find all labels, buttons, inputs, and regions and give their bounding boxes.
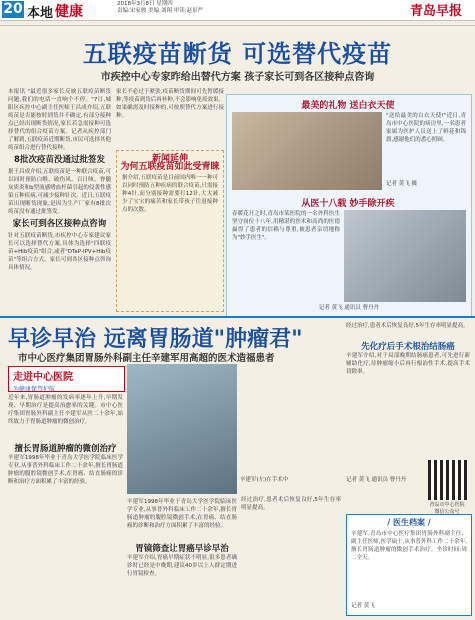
- expert-box-title: / 医生档案 /: [387, 518, 431, 527]
- right-col-top: 经过治疗,患者术后恢复良好,5年生存率明显提高。: [346, 323, 469, 329]
- col2-text: 家长不必过于紧张,疫苗断货期间可先暂缓接种,等疫苗到货后再补种,不会影响免疫效果。如果确需及时接种的,可按照替代方案进行接种。: [116, 89, 224, 119]
- text-b: 辛建军介绍,胃癌早期症状不明显,很多患者确诊时已经是中晚期,建议40岁以上人群定期进行胃镜检查。: [127, 555, 237, 577]
- col1-text-b: 据王昌成介绍,五联疫苗是一种联合疫苗,可以同时预防白喉、破伤风、百日咳、脊髓灰质炎和b型流感嗜血杆菌引起的侵袭性感染五种疾病,可减少接种针次。近日,五联疫苗出现断货现象,是因为生产厂家有8批次疫苗没有通过批签发。: [8, 169, 111, 215]
- box-label: 新闻延伸: [151, 154, 188, 164]
- page-number: 20: [3, 1, 23, 17]
- intro-text: 近年来,胃肠道肿瘤的发病率逐年上升,早期发现、早期治疗是提高治愈率的关键。市中心医疗集团胃肠外科副主任辛建军从医二十余年,始终致力于胃肠道肿瘤的微创治疗。: [8, 395, 123, 425]
- col1-text-c: 针对五联疫苗断货,市疾控中心专家建议家长可以选择替代方案,具体为选择"四联疫苗+Hib疫苗"组合,或者"DTaP-IPV+Hib疫苗"等组合方式。家长可到各区接种点咨询具体情况。: [8, 233, 111, 271]
- expert-byline: 记者 黄飞: [351, 603, 375, 609]
- col-c-text: 经过治疗,患者术后恢复良好,5年生存率明显提高。: [241, 497, 341, 511]
- subhead-b: 胃镜筛查让胃癌早诊早治: [135, 544, 229, 554]
- subhead-a: 擅长胃肠道肿瘤的微创治疗: [14, 444, 117, 454]
- second-story-title: 早诊早治 远离胃肠道"肿瘤君": [8, 327, 303, 352]
- top-story-title: 五联疫苗断货 可选替代疫苗: [82, 40, 393, 68]
- top-story-subtitle: 市疾控中心专家昨给出替代方案 孩子家长可到各区接种点咨询: [100, 72, 375, 83]
- spring-title: 从医十八载 妙手除开疾: [301, 199, 395, 209]
- spring-photo: [344, 210, 466, 302]
- subhead-c: 先化疗后手术根治结肠癌: [361, 342, 455, 352]
- expert-box: [346, 514, 472, 616]
- sidebar-box: [116, 150, 224, 312]
- story-byline: 记者 黄飞 通讯员 曹丹丹: [346, 477, 407, 483]
- qr-caption: 青岛市中心医院 微信公众号: [429, 502, 465, 515]
- gift-text: "送给最美的白衣天使!"近日,青岛市中心医院的病房里,一名患者家属为医护人员送上了鲜花和锦旗,感谢他们的悉心照顾。: [386, 113, 466, 143]
- gift-byline: 记者 黄飞 摄: [386, 181, 417, 187]
- col1-subhead: 8批次疫苗没通过批签发: [14, 155, 105, 165]
- gift-title: 最美的礼物 送白衣天使: [301, 101, 395, 111]
- qr-code: [428, 460, 468, 500]
- text-a: 辛建军1998年毕业于青岛大学医学院临床医学专业,从事普外科临床工作二十余年,擅长胃肠道肿瘤的腹腔镜微创手术,在胃癌、结直肠癌的诊断和治疗方面积累了丰富的经验。: [8, 455, 123, 485]
- logo-sub: 为健康保驾护航: [13, 386, 56, 393]
- col-mid-text: 辛建军1998年毕业于青岛大学医学院临床医学专业,从事普外科临床工作二十余年,擅长胃肠道肿瘤的腹腔镜微创手术,在胃癌、结直肠癌的诊断和治疗方面积累了丰富的经验。: [127, 499, 237, 529]
- col1-subhead-2: 家长可到各区接种点咨询: [12, 219, 107, 229]
- section-divider: [0, 316, 475, 318]
- hospital-logo: [8, 366, 125, 392]
- logo-text: 走进中心医院: [13, 372, 73, 383]
- second-story-subtitle: 市中心医疗集团胃肠外科副主任辛建军用高超的医术造福患者: [18, 353, 275, 364]
- section-label: 健康: [55, 4, 83, 20]
- box-text: 据介绍,五联疫苗是目前国内唯一一种可以同时预防五种疾病的联合疫苗,只需接种4针,而分别接种需要打12针,大大减少了宝宝的痛苦和家长带孩子往返接种点的次数。: [122, 175, 218, 213]
- photo-caption: 辛建军(左)在手术中: [240, 477, 289, 483]
- top-story-col1: [8, 88, 111, 314]
- local-label: 本地: [27, 6, 54, 21]
- surgery-photo: [127, 364, 237, 494]
- spring-byline: 记者 黄飞 通讯员 曹丹丹: [318, 305, 380, 311]
- gift-photo: [232, 112, 382, 190]
- brand-logo: 青岛早报: [410, 4, 463, 19]
- text-c: 辛建军介绍,对于局部晚期结肠癌患者,可先进行新辅助化疗,待肿瘤缩小后再行根治性手术,提高手术切除率。: [346, 353, 470, 375]
- top-rule: [0, 25, 475, 26]
- col1-text: 本报讯 "最近很多家长反映五联疫苗断货问题,我们的电话一直响个不停。"7日,城阳区疾控中心副主任医师王昌成介绍,五联疫苗是否能按时到货并不确定,有部分接种点已经出现断货情况,家长若急需接种可选择替代的组合疫苗方案。记者从疾控部门了解到,五联疫苗近期断货,市民可选择其他疫苗组合进行替代接种。: [8, 89, 111, 151]
- expert-box-text: 辛建军,青岛市中心医疗集团胃肠外科副主任、副主任医师,医学硕士,从事普外科工作二十余年,擅长胃肠道肿瘤的微创手术治疗。坐诊时间:周二全天。: [351, 531, 467, 561]
- top-story-col2: [116, 88, 224, 314]
- dateline: 2018年3月8日 星期四 责编:宋家骏 美编:刘翔 审读:赵景严: [117, 1, 204, 14]
- spring-text: 春暖花开之时,青岛市某医院的一名外科医生坚守岗位十八年,用精湛的医术和高尚的医德赢得了患者的信赖与尊重,被患者亲切地称为"妙手医生"。: [232, 211, 340, 241]
- box-title: 为何五联疫苗如此受青睐: [120, 162, 220, 172]
